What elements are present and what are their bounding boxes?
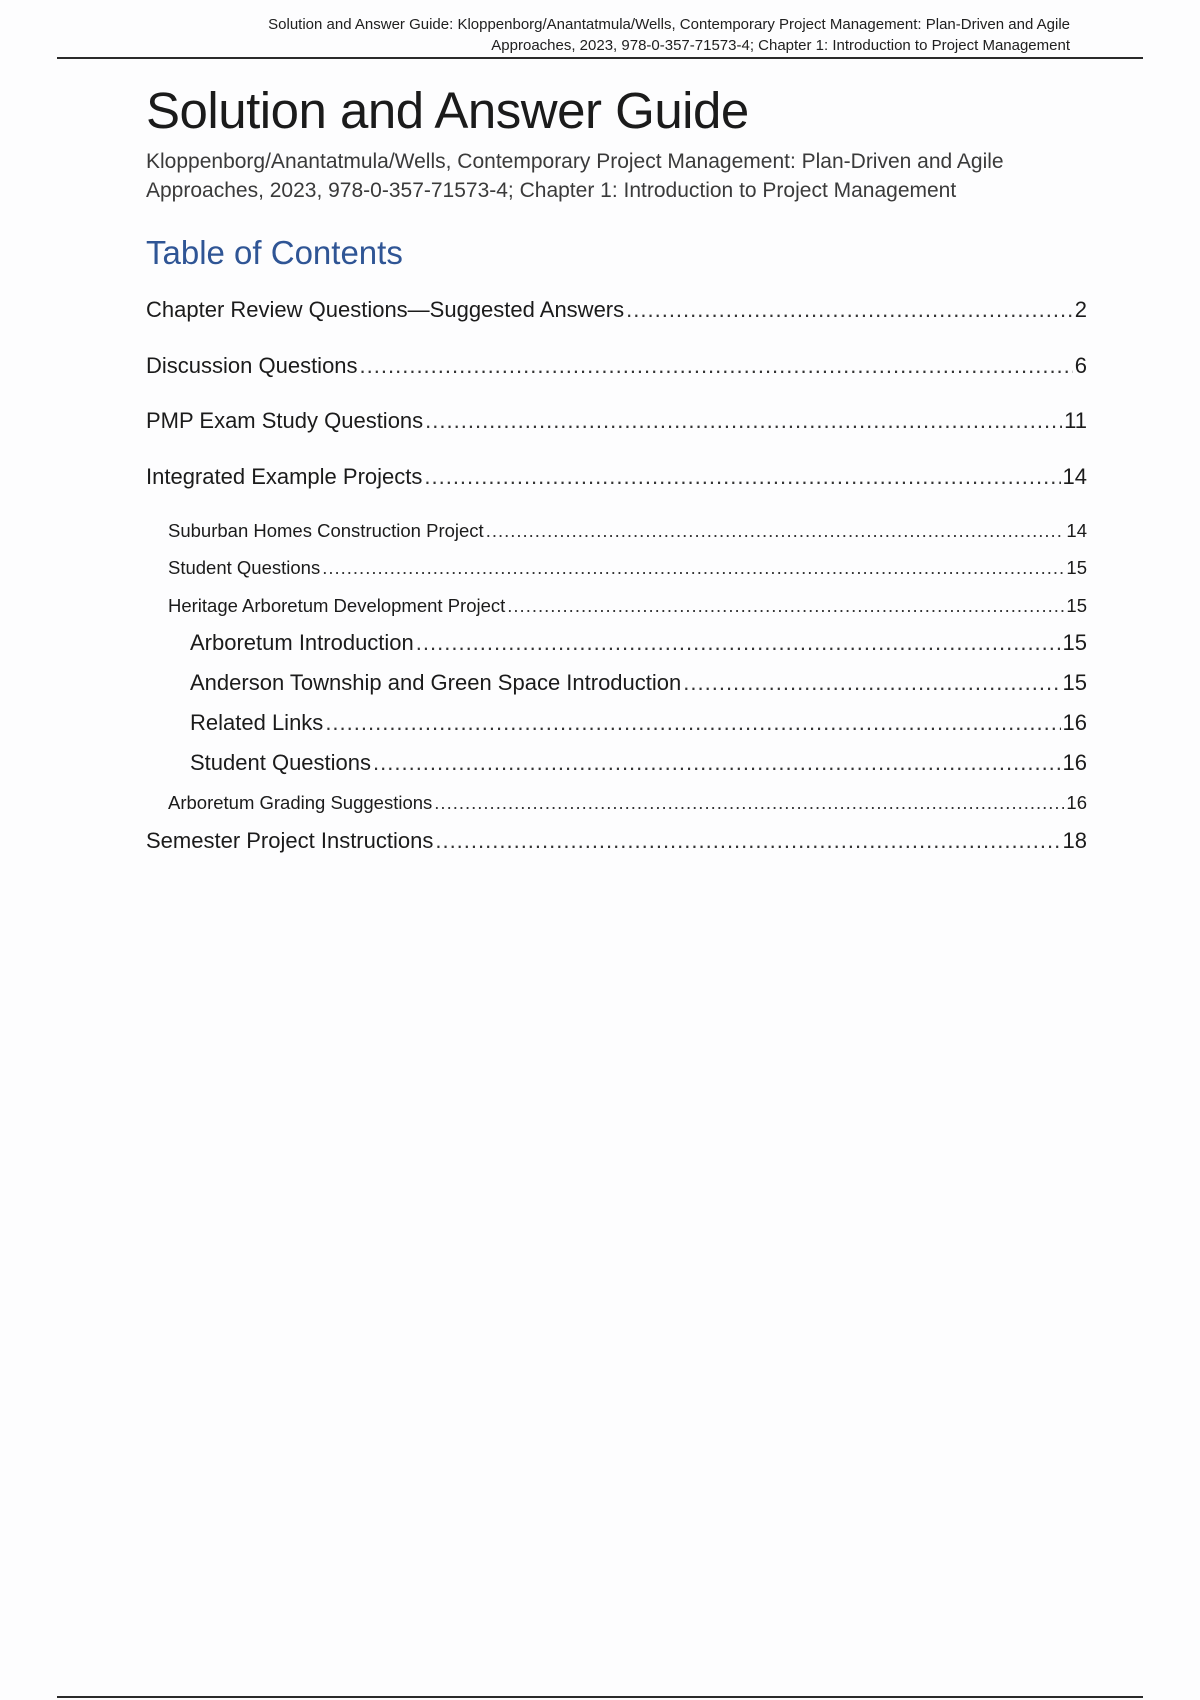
toc-entry-label: Suburban Homes Construction Project [168,520,484,541]
document-title: Solution and Answer Guide [146,82,749,139]
toc-entry-page: 16 [1066,792,1087,813]
toc-heading: Table of Contents [146,234,403,271]
toc-entry-label: Arboretum Grading Suggestions [168,792,433,813]
toc-entry-pmp-exam-study-questions[interactable] [146,408,1087,434]
toc-entry-chapter-review-questions[interactable] [146,297,1087,323]
toc-entry-heritage-arboretum[interactable] [146,595,1087,617]
dot-leader [486,520,1065,542]
document-subtitle: Kloppenborg/Anantatmula/Wells, Contemporary Project Management: Plan-Driven and Agile Approaches, 2023, 978-0-357-71573-4; Chapter 1: Introduction to Project Management [146,150,1004,202]
toc-entry-page: 15 [1066,595,1087,616]
toc-entry-page: 16 [1062,710,1087,735]
dot-leader [325,710,1060,736]
toc-entry-page: 14 [1062,464,1087,489]
dot-leader [434,792,1064,814]
running-header-line-2: Approaches, 2023, 978-0-357-71573-4; Chapter 1: Introduction to Project Management [491,37,1070,54]
toc-entry-arboretum-grading[interactable] [146,792,1087,814]
toc-entry-suburban-homes[interactable] [146,520,1087,542]
toc-entry-student-questions-suburban[interactable] [146,557,1087,579]
toc-entry-page: 16 [1062,750,1087,775]
running-header [90,14,1070,56]
toc-entry-anderson-township[interactable] [146,670,1087,696]
dot-leader [435,828,1060,854]
header-rule [57,57,1143,59]
dot-leader [507,595,1064,617]
dot-leader [683,670,1060,696]
toc-entry-page: 6 [1074,353,1087,378]
toc-entry-label: Related Links [190,710,324,735]
dot-leader [424,464,1060,490]
toc-entry-label: Discussion Questions [146,353,358,378]
toc-entry-related-links[interactable] [146,710,1087,736]
dot-leader [373,750,1061,776]
page-content [146,78,1087,853]
dot-leader [322,557,1064,579]
running-header-line-1: Solution and Answer Guide: Kloppenborg/Anantatmula/Wells, Contemporary Project Management: Plan-Driven and Agile [268,16,1070,33]
toc-entry-label: Integrated Example Projects [146,464,423,489]
toc-entry-label: PMP Exam Study Questions [146,408,424,433]
toc-entry-semester-project[interactable] [146,828,1087,854]
toc-entry-page: 15 [1062,630,1087,655]
toc-entry-label: Semester Project Instructions [146,828,434,853]
toc-entry-page: 11 [1064,408,1087,433]
toc-entry-page: 2 [1074,297,1087,322]
dot-leader [416,630,1061,656]
toc-entry-page: 18 [1062,828,1087,853]
toc-entry-integrated-example-projects[interactable] [146,464,1087,490]
toc-entry-label: Student Questions [168,557,321,578]
toc-entry-page: 15 [1062,670,1087,695]
toc-entry-label: Heritage Arboretum Development Project [168,595,506,616]
toc-entry-page: 14 [1066,520,1087,541]
toc-entry-label: Arboretum Introduction [190,630,414,655]
toc-entry-student-questions-arboretum[interactable] [146,750,1087,776]
dot-leader [425,408,1062,434]
dot-leader [626,297,1073,323]
toc-entry-arboretum-introduction[interactable] [146,630,1087,656]
toc-entry-label: Anderson Township and Green Space Introduction [190,670,682,695]
toc-entry-page: 15 [1066,557,1087,578]
toc-entry-label: Student Questions [190,750,372,775]
toc-entry-label: Chapter Review Questions—Suggested Answers [146,297,625,322]
footer-rule [57,1696,1143,1698]
dot-leader [360,353,1073,379]
toc-entry-discussion-questions[interactable] [146,353,1087,379]
